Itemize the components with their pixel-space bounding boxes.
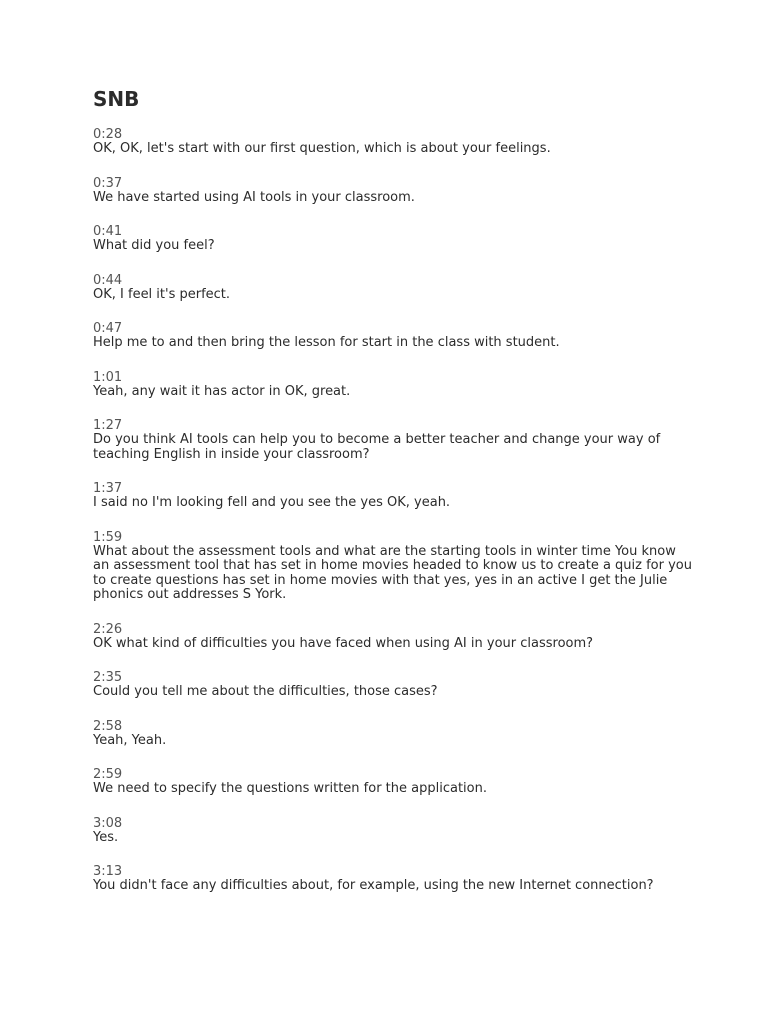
page-title: SNB: [93, 87, 140, 111]
utterance-text: Yeah, Yeah.: [93, 732, 167, 748]
utterance-text: Do you think AI tools can help you to become a better teacher and change your way of teaching English in inside your classroom?: [93, 432, 661, 462]
transcript-entry: [93, 671, 693, 700]
transcript-entry: [93, 419, 693, 462]
timestamp: 0:47: [93, 321, 123, 336]
transcript-entry: [93, 865, 693, 894]
transcript-entry: [93, 225, 693, 254]
transcript-page: [93, 86, 693, 914]
transcript-entry: [93, 371, 693, 400]
timestamp: 3:08: [93, 815, 123, 831]
timestamp: 2:35: [93, 670, 123, 685]
timestamp: 0:41: [93, 224, 123, 239]
timestamp: 1:37: [93, 481, 123, 496]
transcript-entry: [93, 128, 693, 157]
utterance-text: I said no I'm looking fell and you see the yes OK, yeah.: [93, 495, 451, 510]
utterance-text: Yes.: [93, 829, 119, 845]
utterance-text: OK, I feel it's perfect.: [93, 286, 231, 302]
timestamp: 1:59: [93, 529, 123, 545]
utterance-text: Yeah, any wait it has actor in OK, great.: [93, 383, 351, 399]
utterance-text: We need to specify the questions written for the application.: [93, 781, 487, 796]
utterance-text: You didn't face any difficulties about, for example, using the new Internet connection?: [93, 878, 654, 893]
transcript-entry: [93, 274, 693, 303]
timestamp: 0:28: [93, 127, 123, 142]
transcript-entry: [93, 720, 693, 749]
timestamp: 0:44: [93, 272, 123, 288]
utterance-text: Could you tell me about the difficulties, those cases?: [93, 684, 438, 699]
timestamp: 1:27: [93, 418, 123, 433]
transcript-entry: [93, 623, 693, 652]
transcript-entry: [93, 531, 693, 603]
timestamp: 1:01: [93, 369, 123, 385]
utterance-text: Help me to and then bring the lesson for start in the class with student.: [93, 335, 560, 350]
timestamp: 2:58: [93, 718, 123, 734]
transcript-entry: [93, 177, 693, 206]
utterance-text: OK, OK, let's start with our first question, which is about your feelings.: [93, 141, 551, 156]
transcript-entry: [93, 817, 693, 846]
timestamp: 2:59: [93, 767, 123, 782]
transcript-entry: [93, 482, 693, 511]
utterance-text: OK what kind of difficulties you have faced when using AI in your classroom?: [93, 635, 594, 651]
transcript-entry: [93, 322, 693, 351]
timestamp: 3:13: [93, 864, 123, 879]
utterance-text: We have started using AI tools in your classroom.: [93, 189, 415, 205]
timestamp: 0:37: [93, 175, 123, 191]
utterance-text: What did you feel?: [93, 238, 215, 253]
utterance-text: What about the assessment tools and what are the starting tools in winter time You know an assessment tool that has set in home movies headed to know us to create a quiz for you to create questions has set in home movies with that yes, yes in an active I get the Julie phonics out addresses S York.: [93, 543, 692, 602]
transcript-entry: [93, 768, 693, 797]
timestamp: 2:26: [93, 621, 123, 637]
